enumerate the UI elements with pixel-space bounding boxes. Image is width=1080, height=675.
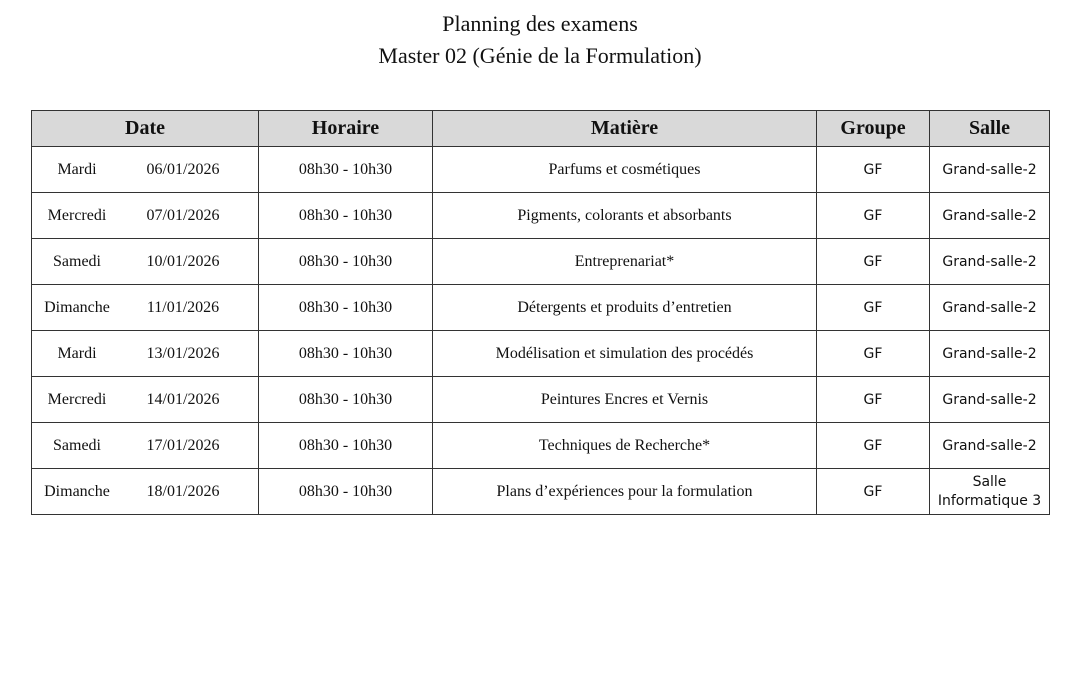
- matiere-cell: Entreprenariat*: [433, 239, 817, 285]
- date-value: 07/01/2026: [146, 206, 220, 224]
- groupe-cell: GF: [817, 147, 930, 193]
- horaire-cell: 08h30 - 10h30: [259, 377, 433, 423]
- table-row: [32, 469, 1050, 515]
- horaire-cell: 08h30 - 10h30: [259, 147, 433, 193]
- date-value: 18/01/2026: [146, 482, 220, 500]
- table-row: [32, 377, 1050, 423]
- date-cell: [32, 377, 259, 423]
- groupe-cell: GF: [817, 331, 930, 377]
- date-cell: [32, 193, 259, 239]
- matiere-cell: Parfums et cosmétiques: [433, 147, 817, 193]
- header-salle: Salle: [930, 111, 1050, 147]
- day-name: Mercredi: [47, 206, 107, 224]
- date-cell: [32, 147, 259, 193]
- date-value: 14/01/2026: [146, 390, 220, 408]
- day-name: Mercredi: [47, 390, 107, 408]
- salle-cell: Grand-salle-2: [930, 239, 1050, 285]
- salle-line-2: Informatique 3: [937, 492, 1042, 509]
- date-cell: [32, 285, 259, 331]
- table-row: [32, 193, 1050, 239]
- table-row: [32, 239, 1050, 285]
- horaire-cell: 08h30 - 10h30: [259, 423, 433, 469]
- groupe-cell: GF: [817, 469, 930, 515]
- date-cell: [32, 331, 259, 377]
- day-name: Dimanche: [44, 482, 110, 500]
- horaire-cell: 08h30 - 10h30: [259, 469, 433, 515]
- date-cell: [32, 469, 259, 515]
- date-value: 06/01/2026: [146, 160, 220, 178]
- date-value: 10/01/2026: [146, 252, 220, 270]
- date-value: 17/01/2026: [146, 436, 220, 454]
- groupe-cell: GF: [817, 285, 930, 331]
- day-name: Samedi: [53, 436, 101, 454]
- horaire-cell: 08h30 - 10h30: [259, 193, 433, 239]
- exam-schedule-table: [31, 110, 1050, 515]
- matiere-cell: Plans d’expériences pour la formulation: [433, 469, 817, 515]
- salle-cell: Grand-salle-2: [930, 377, 1050, 423]
- header-date: Date: [32, 111, 259, 147]
- salle-cell: Grand-salle-2: [930, 423, 1050, 469]
- salle-cell: Grand-salle-2: [930, 147, 1050, 193]
- document-title: Planning des examens: [442, 11, 638, 36]
- horaire-cell: 08h30 - 10h30: [259, 239, 433, 285]
- table-row: [32, 147, 1050, 193]
- header-groupe: Groupe: [817, 111, 930, 147]
- groupe-cell: GF: [817, 193, 930, 239]
- groupe-cell: GF: [817, 423, 930, 469]
- date-value: 13/01/2026: [146, 344, 220, 362]
- date-cell: [32, 423, 259, 469]
- day-name: Mardi: [57, 160, 97, 178]
- salle-cell: Grand-salle-2: [930, 285, 1050, 331]
- groupe-cell: GF: [817, 239, 930, 285]
- date-value: 11/01/2026: [146, 298, 220, 316]
- groupe-cell: GF: [817, 377, 930, 423]
- matiere-cell: Détergents et produits d’entretien: [433, 285, 817, 331]
- date-cell: [32, 239, 259, 285]
- horaire-cell: 08h30 - 10h30: [259, 285, 433, 331]
- table-row: [32, 285, 1050, 331]
- matiere-cell: Modélisation et simulation des procédés: [433, 331, 817, 377]
- day-name: Samedi: [53, 252, 101, 270]
- table-row: [32, 423, 1050, 469]
- salle-cell: Grand-salle-2: [930, 331, 1050, 377]
- table-header-row: [32, 111, 1050, 147]
- header-horaire: Horaire: [259, 111, 433, 147]
- horaire-cell: 08h30 - 10h30: [259, 331, 433, 377]
- matiere-cell: Pigments, colorants et absorbants: [433, 193, 817, 239]
- matiere-cell: Techniques de Recherche*: [433, 423, 817, 469]
- document-subtitle: Master 02 (Génie de la Formulation): [378, 43, 702, 68]
- day-name: Mardi: [57, 344, 97, 362]
- salle-line-1: Salle: [972, 473, 1007, 490]
- header-matiere: Matière: [433, 111, 817, 147]
- matiere-cell: Peintures Encres et Vernis: [433, 377, 817, 423]
- day-name: Dimanche: [44, 298, 110, 316]
- salle-cell: [930, 469, 1050, 515]
- salle-cell: Grand-salle-2: [930, 193, 1050, 239]
- table-row: [32, 331, 1050, 377]
